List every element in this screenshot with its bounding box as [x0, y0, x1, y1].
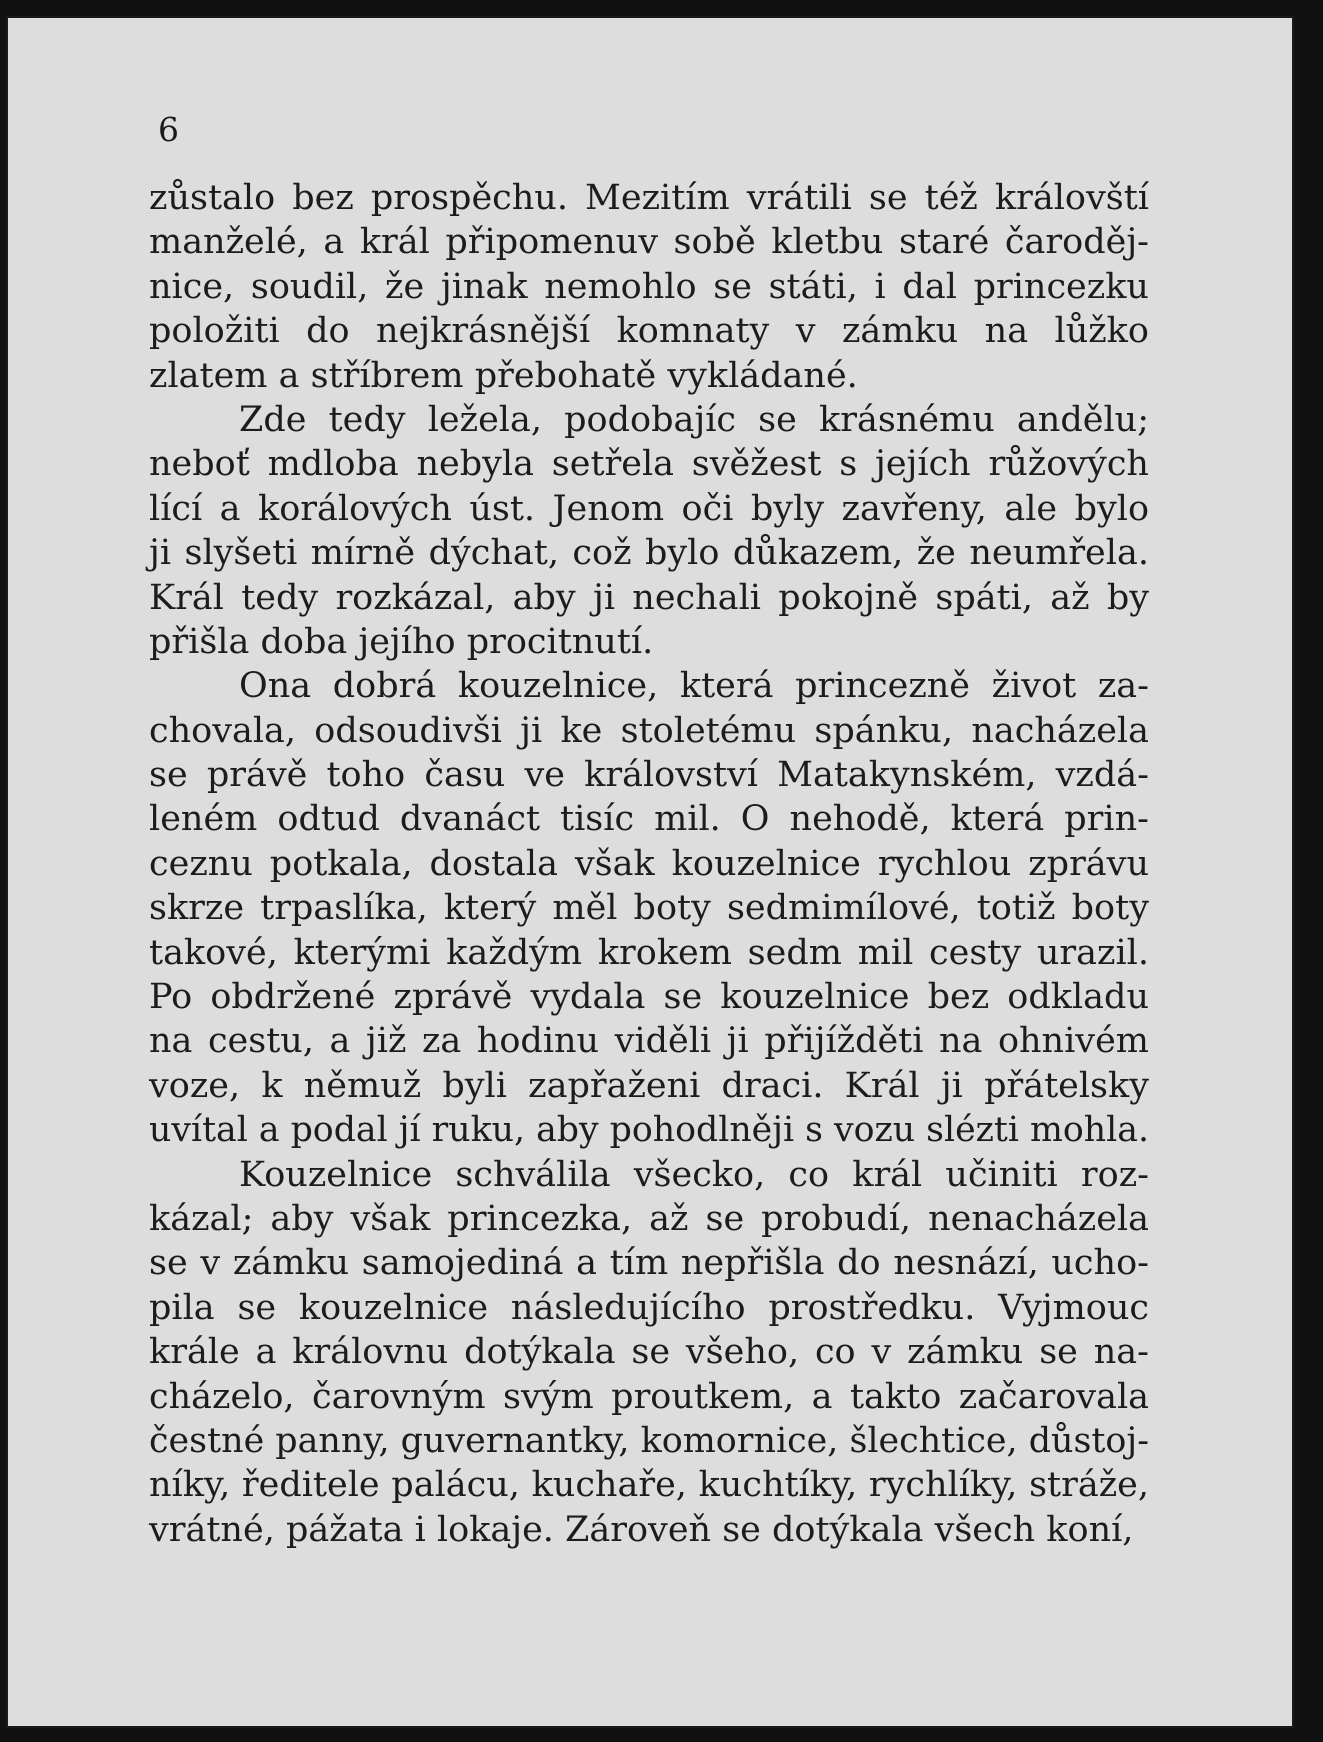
text-line: Král tedy rozkázal, aby ji nechali pokojně spáti, až by	[149, 577, 1150, 618]
text-line: ji slyšeti mírně dýchat, což bylo důkazem, že neumřela.	[149, 533, 1149, 574]
text-line: leném odtud dvanáct tisíc mil. O nehodě, která prin-	[149, 799, 1149, 840]
text-line: přišla doba jejího procitnutí.	[149, 621, 654, 662]
text-line: se právě toho času ve království Matakynském, vzdá-	[149, 755, 1149, 796]
paragraph	[149, 1153, 1149, 1553]
text-line: uvítal a podal jí ruku, aby pohodlněji s vozu slézti mohla.	[149, 1110, 1150, 1151]
text-line: zůstalo bez prospěchu. Mezitím vrátili se též královští	[149, 178, 1149, 218]
page-number: 6	[158, 110, 179, 149]
text-line: vrátné, pážata i lokaje. Zároveň se dotýkala všech koní,	[149, 1509, 1134, 1550]
text-line: Ona dobrá kouzelnice, která princezně život za-	[239, 666, 1149, 707]
text-line: skrze trpaslíka, který měl boty sedmimílové, totiž boty	[149, 888, 1149, 929]
text-line: cházelo, čarovným svým proutkem, a takto začarovala	[149, 1376, 1150, 1417]
text-line: níky, ředitele palácu, kuchaře, kuchtíky, rychlíky, stráže,	[149, 1465, 1149, 1506]
text-line: chovala, odsoudivši ji ke stoletému spánku, nacházela	[149, 710, 1149, 751]
text-line: neboť mdloba nebyla setřela svěžest s jejích růžových	[149, 444, 1149, 485]
paragraph	[149, 176, 1149, 398]
text-line: takové, kterými každým krokem sedm mil cesty urazil.	[149, 932, 1149, 973]
text-line: na cestu, a již za hodinu viděli ji přijížděti na ohnivém	[149, 1021, 1149, 1062]
text-line: voze, k němuž byli zapřaženi draci. Král ji přátelsky	[149, 1065, 1149, 1106]
text-line: se v zámku samojediná a tím nepřišla do nesnází, ucho-	[149, 1243, 1149, 1284]
text-line: Kouzelnice schválila všecko, co král učiniti roz-	[239, 1154, 1149, 1195]
text-line: kázal; aby však princezka, až se probudí, nenacházela	[149, 1198, 1149, 1239]
text-line: manželé, a král připomenuv sobě kletbu staré čaroděj-	[149, 222, 1149, 263]
paragraph	[149, 398, 1149, 664]
text-line: krále a královnu dotýkala se všeho, co v zámku se na-	[149, 1332, 1149, 1373]
text-line: nice, soudil, že jinak nemohlo se státi, i dal princezku	[149, 266, 1149, 307]
text-line: položiti do nejkrásnější komnaty v zámku na lůžko	[149, 311, 1149, 352]
text-line: Po obdržené zprávě vydala se kouzelnice bez odkladu	[149, 977, 1149, 1018]
paragraph	[149, 664, 1149, 1152]
text-line: Zde tedy ležela, podobajíc se krásnému andělu;	[239, 399, 1149, 440]
text-line: pila se kouzelnice následujícího prostředku. Vyjmouc	[149, 1287, 1150, 1328]
text-line: ceznu potkala, dostala však kouzelnice rychlou zprávu	[149, 843, 1149, 884]
body-text	[149, 176, 1149, 1552]
text-line: čestné panny, guvernantky, komornice, šlechtice, důstoj-	[149, 1420, 1150, 1461]
text-line: lící a korálových úst. Jenom oči byly zavřeny, ale bylo	[149, 488, 1150, 529]
book-page	[6, 16, 1294, 1728]
text-line: zlatem a stříbrem přebohatě vykládané.	[149, 355, 858, 396]
